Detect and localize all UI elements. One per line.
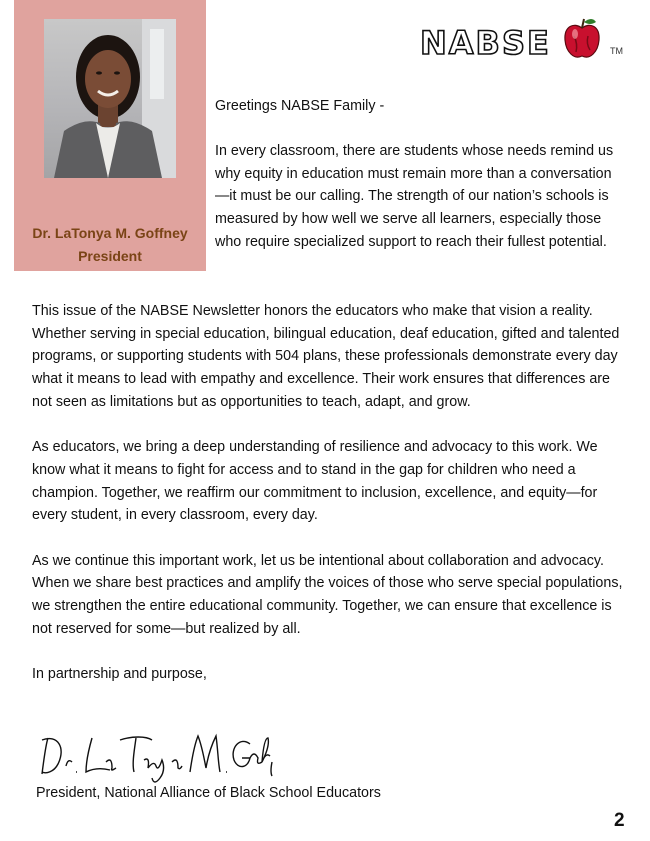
nabse-logo	[416, 16, 628, 66]
letter-body	[32, 300, 628, 709]
body-paragraph: As educators, we bring a deep understanding of resilience and advocacy to this work. We know what it means to fight for access and to stand in the gap for children who need a champion. Together, we reaffirm our commitment to inclusion, excellence, and equity—for every student, in every classroom, every day.	[32, 439, 598, 524]
president-name: Dr. LaTonya M. Goffney	[32, 225, 188, 241]
letter-intro	[215, 95, 625, 253]
logo-wordmark: NABSE	[420, 24, 551, 62]
greeting: Greetings NABSE Family -	[215, 98, 385, 114]
signature-caption: President, National Alliance of Black School Educators	[36, 785, 381, 801]
handwritten-signature	[36, 728, 276, 784]
apple-icon	[562, 16, 602, 60]
page-number: 2	[614, 810, 625, 831]
body-paragraph: As we continue this important work, let us be intentional about collaboration and advocacy. When we share best practices and amplify the voices of those who serve special populations, we strengthen the entire educational community. Together, we can ensure that excellence is not reserved for some—but realized by all.	[32, 552, 623, 637]
closing-line: In partnership and purpose,	[32, 666, 207, 683]
intro-paragraph: In every classroom, there are students whose needs remind us why equity in education must remain more than a conversation—it must be our calling. The strength of our nation’s schools is measured by how well we serve all learners, especially those who require specialized support to reach their fullest potential.	[215, 143, 614, 250]
president-photo	[44, 19, 176, 178]
body-paragraph: This issue of the NABSE Newsletter honors the educators who make that vision a reality. Whether serving in special education, bilingual education, deaf education, gifted and talented programs, or supporting students with 504 plans, these professionals demonstrate every day what it means to lead with empathy and excellence. Their work ensures that differences are not seen as limitations but as opportunities to teach, adapt, and grow.	[32, 303, 620, 410]
president-title: President	[78, 248, 142, 264]
portrait-image	[44, 19, 176, 178]
trademark-symbol: TM	[610, 46, 623, 56]
president-sidebar	[14, 0, 206, 271]
